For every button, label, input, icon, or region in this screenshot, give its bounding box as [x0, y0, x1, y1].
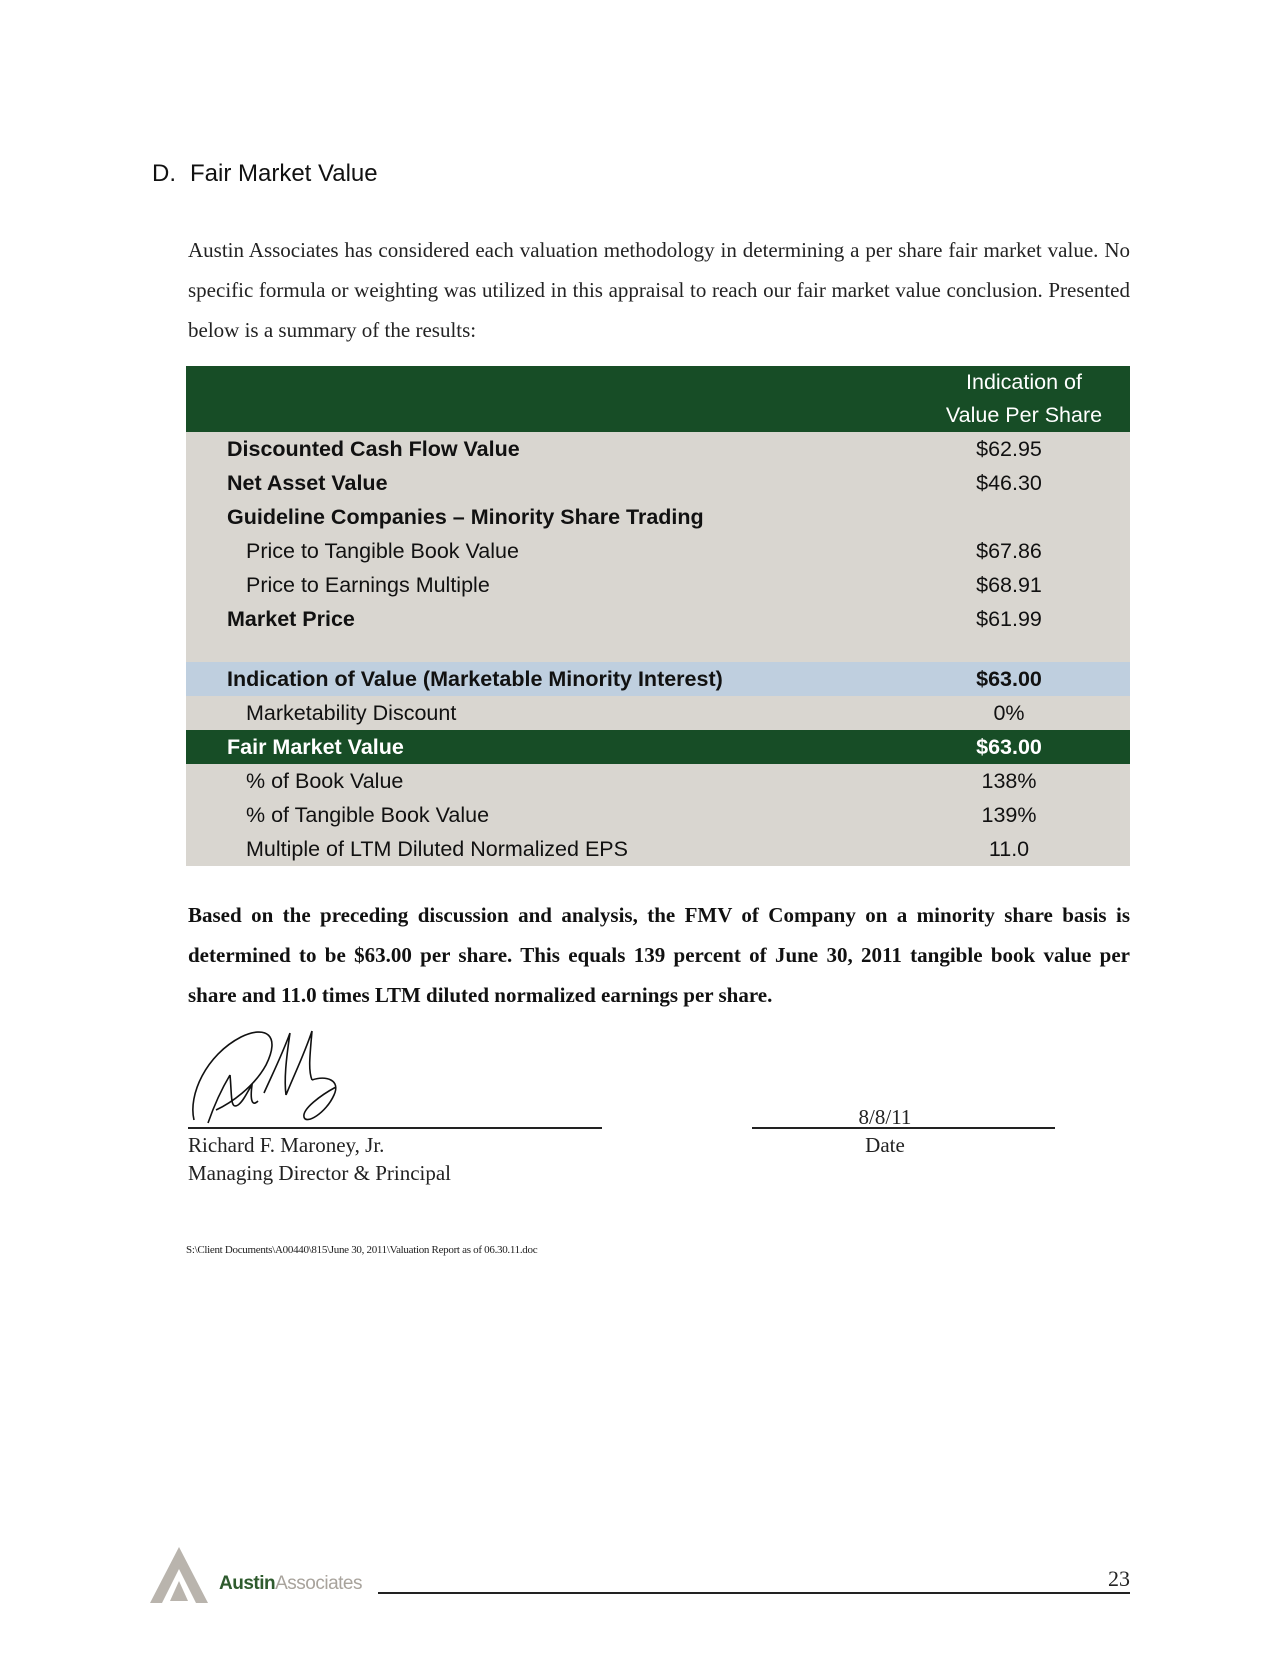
row-label: % of Tangible Book Value	[246, 802, 490, 827]
row-value: $68.91	[976, 572, 1042, 597]
signature-line	[188, 1127, 602, 1129]
header-line-2: Value Per Share	[945, 403, 1103, 427]
intro-paragraph: Austin Associates has considered each valuation methodology in determining a per share fair market value. No specific formula or weighting was utilized in this appraisal to reach our fair market value conclusion. Presented below is a summary of the results:	[188, 238, 1130, 342]
row-label: Price to Tangible Book Value	[246, 538, 519, 563]
table-row	[186, 466, 1130, 500]
signer-title: Managing Director & Principal	[188, 1161, 452, 1185]
conclusion-paragraph: Based on the preceding discussion and analysis, the FMV of Company on a minority share basis is determined to be $63.00 per share. This equals 139 percent of June 30, 2011 tangible book value per share and 11.0 times LTM diluted normalized earnings per share.	[188, 903, 1130, 1007]
row-label: Discounted Cash Flow Value	[227, 436, 520, 461]
table-row	[186, 500, 1130, 534]
row-value: $67.86	[976, 538, 1042, 563]
row-value: $63.00	[976, 734, 1042, 759]
row-label: Guideline Companies – Minority Share Trading	[227, 504, 704, 529]
valuation-summary-table	[186, 366, 1130, 866]
handwritten-signature	[186, 1025, 356, 1130]
section-letter: D.	[152, 160, 176, 187]
row-label: Indication of Value (Marketable Minority Interest)	[227, 666, 723, 691]
row-value: $61.99	[976, 606, 1042, 631]
row-value: 138%	[981, 768, 1037, 793]
table-row	[186, 568, 1130, 602]
row-value: $62.95	[976, 436, 1042, 461]
row-label: Price to Earnings Multiple	[246, 572, 490, 597]
table-row	[186, 832, 1130, 866]
row-label: % of Book Value	[246, 768, 404, 793]
row-label: Marketability Discount	[246, 700, 457, 725]
value-column-header	[918, 366, 1130, 432]
table-row	[186, 602, 1130, 636]
row-value: 0%	[993, 700, 1025, 725]
brand-name-austin: Austin	[219, 1573, 276, 1594]
row-label: Market Price	[227, 606, 355, 631]
date-value: 8/8/11	[858, 1105, 912, 1129]
footer-brand	[219, 1573, 362, 1595]
table-row-fair-market-value	[186, 730, 1130, 764]
row-label: Multiple of LTM Diluted Normalized EPS	[246, 836, 628, 861]
signer-name: Richard F. Maroney, Jr.	[188, 1133, 385, 1157]
section-heading	[152, 160, 378, 188]
table-row	[186, 696, 1130, 730]
footer-rule	[378, 1592, 1130, 1594]
date-line	[752, 1127, 1055, 1129]
table-row	[186, 764, 1130, 798]
table-row	[186, 432, 1130, 466]
page-number: 23	[1108, 1566, 1130, 1591]
table-row	[186, 534, 1130, 568]
section-title: Fair Market Value	[190, 160, 378, 187]
row-value: $46.30	[976, 470, 1042, 495]
austin-associates-logo-icon	[148, 1545, 210, 1605]
row-label: Fair Market Value	[227, 734, 404, 759]
row-value: $63.00	[976, 666, 1042, 691]
row-value: 139%	[981, 802, 1037, 827]
row-value: 11.0	[988, 836, 1030, 861]
brand-name-associates: Associates	[275, 1573, 362, 1594]
table-spacer-row	[186, 636, 1130, 662]
row-label: Net Asset Value	[227, 470, 388, 495]
table-header-row	[186, 366, 1130, 432]
date-label: Date	[865, 1133, 905, 1157]
header-line-1: Indication of	[966, 370, 1082, 394]
file-path: S:\Client Documents\A00440\815\June 30, 2011\Valuation Report as of 06.30.11.doc	[186, 1244, 538, 1256]
table-row-indication-of-value	[186, 662, 1130, 696]
table-row	[186, 798, 1130, 832]
